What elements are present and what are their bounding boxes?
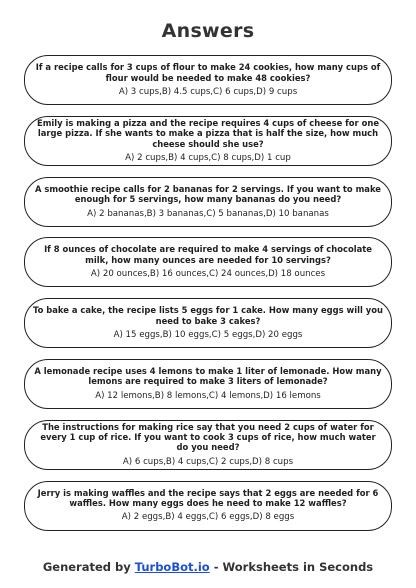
question-text: Jerry is making waffles and the recipe says that 2 eggs are needed for 6 waffles. How many eggs does he need to make 12 waffles? xyxy=(37,487,379,509)
question-text: A lemonade recipe uses 4 lemons to make 1 liter of lemonade. How many lemons are required to make 3 liters of lemonade? xyxy=(34,366,382,387)
question-text: The instructions for making rice say that you need 2 cups of water for every 1 cup of rice. If you want to cook 3 cups of rice, how much water do you need? xyxy=(40,421,376,453)
answer-card-7 xyxy=(24,420,392,470)
answer-options: A) 6 cups,B) 4 cups,C) 2 cups,D) 8 cups xyxy=(122,456,294,467)
answer-card-1 xyxy=(24,55,392,105)
answer-options: A) 2 eggs,B) 4 eggs,C) 6 eggs,D) 8 eggs xyxy=(121,512,295,523)
answer-list xyxy=(24,55,392,541)
answer-card-5 xyxy=(24,298,392,348)
question-text: Emily is making a pizza and the recipe requires 4 cups of cheese for one large pizza. If she wants to make a pizza that is half the size, how much cheese should she use? xyxy=(36,117,380,149)
answer-options: A) 2 bananas,B) 3 bananas,C) 5 bananas,D) 10 bananas xyxy=(87,208,329,219)
answer-options: A) 3 cups,B) 4.5 cups,C) 6 cups,D) 9 cups xyxy=(118,86,298,97)
turbobot-link[interactable]: TurboBot.io xyxy=(134,560,210,574)
answer-options: A) 2 cups,B) 4 cups,C) 8 cups,D) 1 cup xyxy=(125,152,291,163)
question-text: If 8 ounces of chocolate are required to make 4 servings of chocolate milk, how many ounces are needed for 10 servings? xyxy=(44,244,372,265)
answer-card-8 xyxy=(24,481,392,531)
question-text: If a recipe calls for 3 cups of flour to make 24 cookies, how many cups of flour would be needed to make 48 cookies? xyxy=(35,62,381,83)
answer-options: A) 12 lemons,B) 8 lemons,C) 4 lemons,D) 16 lemons xyxy=(95,390,321,401)
footer-prefix: Generated by xyxy=(42,560,135,574)
answer-card-4 xyxy=(24,237,392,287)
question-text: A smoothie recipe calls for 2 bananas for 2 servings. If you want to make enough for 5 servings, how many bananas do you need? xyxy=(35,183,381,205)
answer-card-3 xyxy=(24,177,392,227)
answer-card-2 xyxy=(24,116,392,166)
answer-card-6 xyxy=(24,359,392,409)
answer-options: A) 20 ounces,B) 16 ounces,C) 24 ounces,D) 18 ounces xyxy=(90,269,326,280)
footer-suffix: - Worksheets in Seconds xyxy=(209,560,374,574)
page-title: Answers xyxy=(161,20,255,42)
answer-options: A) 15 eggs,B) 10 eggs,C) 5 eggs,D) 20 eggs xyxy=(113,330,303,341)
footer xyxy=(0,560,416,574)
question-text: To bake a cake, the recipe lists 5 eggs for 1 cake. How many eggs will you need to bake 3 cakes? xyxy=(33,305,383,326)
